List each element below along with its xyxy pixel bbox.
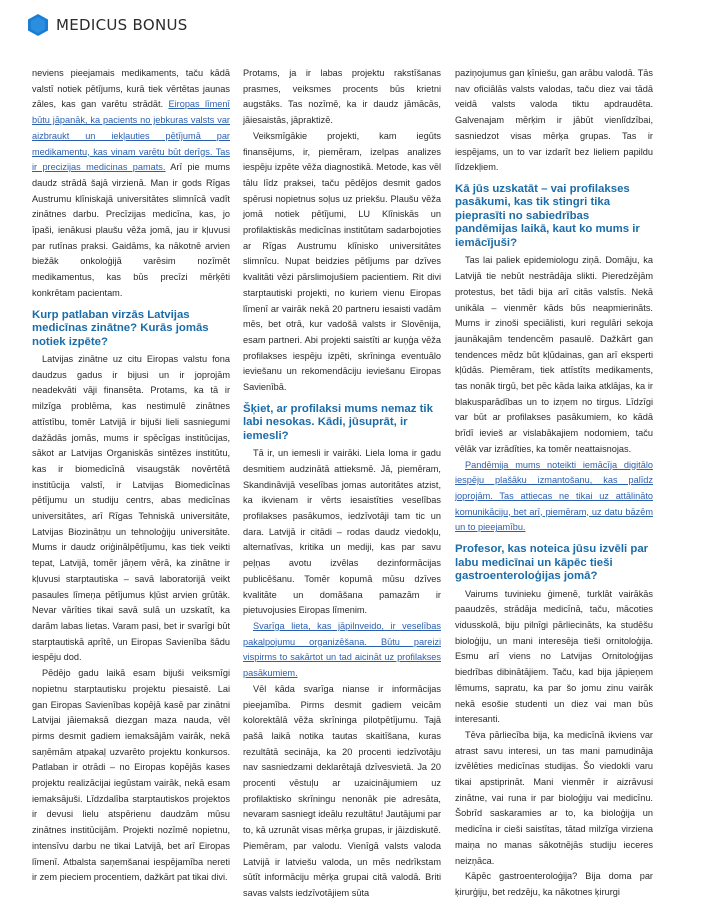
paragraph: Vairums tuvinieku ģimenē, turklāt vairākās paaudzēs, strādāja medicīnā, taču, mācoties vidusskolā, biju pilnīgi pārliecināts, ka studēšu bioloģiju, un mani interesēja tieši ornitoloģija. Esmu arī viens no Latvijas Ornitoloģijas biedrības dibinātājiem. Taču, kad bija jāpieņem lēmums, sapratu, ka par šo jomu zinu vairāk nekā esošie studenti un diez vai man būs interesanti. xyxy=(455,588,653,725)
column-2 xyxy=(243,66,441,902)
paragraph: Tas lai paliek epidemiologu ziņā. Domāju, ka Latvijā tie nebūt nestrādāja slikti. Pieredzējām protestus, bet tādi bija arī citās valstīs. Nekā unikāla – vienmēr kāds būs neapmierināts. Mums ir zinoši speciālisti, kuri regulāri sekoja jaunākajām tendencēm pasaulē. Dažkārt gan tendences mēdz būt kļūdainas, gan arī eksperti kļūdās. Piemēram, tiek attīstīts medikaments, tas nonāk tirgū, bet pēc kāda laika atklājas, ka ir blakusparādības un to izņem no tirgus. Līdzīgi var būt ar profilakses pasākumiem, ko kādā brīdī ievieš ar vislabākajiem nodomiem, taču vēlāk var izrādīties, ka tomēr neattaisnojas. xyxy=(455,255,653,454)
paragraph: Pēdējo gadu laikā esam bijuši veiksmīgi nopietnu starptautisku projektu piesaistē. Lai gan Eiropas Savienības kopējā kasē par zinātni Latvijai jāiemaksā diezgan maza nauda, vēl pirms desmit gadiem iemaksājām vairāk, nekā saņēmām atpakaļ uzvarēto projektu konkursos. Patlaban ir otrādi – no Eiropas kopējās kases projektu realizācijai iegūstam vairāk, nekā esam iemaksājuši. Līdzdalība starptautiskos projektos ir devusi lielu atspērienu daudzām mūsu zinātnes institūcijām. Projekti nozīmē nopietnu, intensīvu darbu ne tikai Latvijā, bet arī Eiropas līmenī. Atbalsta saņemšanai iespējamība nereti ir zem pieciem procentiem, dažkārt pat tikai divi. xyxy=(32,668,230,883)
paragraph xyxy=(32,66,230,302)
pull-quote-paragraph xyxy=(243,619,441,682)
paragraph: paziņojumus gan ķīniešu, gan arābu valodā. Tās nav oficiālās valsts valodas, taču diez vai tādā veidā valsts valoda tiktu apdraudēta. Galvenajam mērķim ir jābūt vienlīdzībai, sasniedzot visas mērķa grupas. Tas ir iespējams, un to var izdarīt bez lieliem papildu līdzekļiem. xyxy=(455,68,653,173)
section-question: Šķiet, ar profilaksi mums nemaz tik labi nesokas. Kādi, jūsuprāt, ir iemesli? xyxy=(243,402,433,442)
pull-quote-paragraph xyxy=(455,458,653,537)
paragraph-text: neviens pieejamais medikaments, taču kādā valstī notiek pētījums, kurā tiek vērtētas jaunas zāles, kas gan varētu strādāt. xyxy=(32,68,230,110)
column-3 xyxy=(455,66,653,901)
paragraph: Latvijas zinātne uz citu Eiropas valstu fona daudzus gadus ir bijusi un ir joprojām neadekvāti vāji finansēta. Protams, ka tā ir milzīga problēma, kas nestimulē zinātnes attīstību, tomēr Latvijā ir bijuši lieli sasniegumi dažādās jomās, mums ir spēcīgas institūcijas, sākot ar Latvijas Organiskās sintēzes institūtu, kas ir biomedicīnā visaugstāk novērtētā institūcija valstī, ir Latvijas Biomedicīnas pētījumu un studiju centrs, abas medicīnas universitātes, arī Rīgas Tehniskā universitāte, Latvijas Biozinātņu un tehnoloģiju universitāte. Mums ir daudz oriģinālpētījumu, kas tiek veikti tepat, Latvijā, tomēr jāņem vērā, ka zinātne ir kļuvusi starptautiska – savā laboratorijā veikt pasaules līmeņa pētījumus kļūst arvien grūtāk. Nevar vārīties tikai savā sulā un uzskatīt, ka darām labas lietas. Varam pasi, bet ir svarīgi būt starptautiskā aprītē, un Eiropas Savienība šādu iespēju dod. xyxy=(32,354,230,663)
paragraph: Veiksmīgākie projekti, kam iegūts finansējums, ir, piemēram, izelpas analizes iespēju izpēte vēža diagnostikā. Metode, kas vēl tālu līdz praksei, taču pēdējos desmit gados spērusi nopietnus soļus uz priekšu. Plaušu vēža jomā notiek pētījumi, LU Klīniskās un profilaktiskās medicīnas institūtam sadarbojoties ar Rīgas Austrumu klīnisko universitātes slimnīcu. Nupat beidzies pētījums par dzīves kvalitāti vēzi pārslimojušiem pacientiem. Rit divi starptautiski projekti, no kuriem vienu Eiropas līmenī ar vairāk nekā 20 partneru iesaisti vadām mēs, bet otrā, kur vadošā valsts ir Slovēnija, esam partneri. Abi projekti saistīti ar kuņģa vēža profilakses iespēju izpēti, skrīninga eventuālo ieviešanu un rekomendāciju ieviešanu Eiropas Savienībā. xyxy=(243,130,441,393)
paragraph: Protams, ja ir labas projektu rakstīšanas prasmes, veiksmes procents būs krietni augstāks. Tas nozīmē, ka ir daudz jāmācās, jāiesaistās, jāpraktizē. xyxy=(243,68,441,126)
section-question: Kurp patlaban virzās Latvijas medicīnas zinātne? Kurās jomās notiek izpēte? xyxy=(32,308,209,348)
brand-name: MEDICUS BONUS xyxy=(56,16,188,34)
paragraph: Kāpēc gastroenteroloģija? Bija doma par ķirurģiju, bet redzēju, ka nākotnes ķirurgi xyxy=(455,871,653,897)
pull-quote: Eiropas līmenī būtu jāpanāk, ka pacients no jebkuras valsts var aizbraukt un iekļauties pētījumā par medikamentu, kas vinam varētu būt derīgs. Tas ir precizijas medicinas pamats. xyxy=(32,99,230,173)
article-columns xyxy=(32,66,672,898)
section-question: Profesor, kas noteica jūsu izvēli par labu medicīnai un kāpēc tieši gastroenteroloģijas jomā? xyxy=(455,543,649,583)
paragraph: Tā ir, un iemesli ir vairāki. Liela loma ir gadu desmitiem audzinātā attieksmē. Jā, piemēram, Skandināvijā veselības jomas autoritātes atzist, ka ikvienam ir vērts iesaistīties veselības profilakses pasākumos, iedzīvotāji tam tic un dara. Latvijā ir citādi – rodas daudz viedokļu, alternatīvas, kritika un mediji, kas par savu peļņas avotu izvēlas dezinformācijas publicēšanu. Tomēr kopumā mūsu dzīves kvalitāte un domāšana pamazām ir pietuvojusies Eiropas līmenim. xyxy=(243,448,441,616)
pull-quote: Svarīga lieta, kas jāpilnveido, ir veselības pakalpojumu organizēšana. Būtu pareizi vispirms to sakārtot un tad aicināt uz profilakses pasākumiem. xyxy=(243,621,441,679)
hexagon-logo-icon xyxy=(28,14,48,36)
paragraph-text: Arī pie mums daudz strādā šajā virzienā. Man ir gods Rīgas Austrumu klīniskajā universitātes slimnīcā vadīt zinātnes darbu. Precīzijas medicīna, kas, jo īpaši, ienākusi plaušu vēža jomā, jau ir kļuvusi par rutīnas praksi. Gaidāms, ka nākotnē arvien biežāk onkoloģijā varēsim nozīmēt medikamentus, kas būs precīzi mērķēti konkrētam pacientam. xyxy=(32,162,230,298)
column-1 xyxy=(32,66,230,886)
paragraph: Tēva pārliecība bija, ka medicīnā ikviens var atrast savu interesi, un tas mani pamudināja izvēlēties medicīnas studijas. Šo viedokli varu tikai apstiprināt. Mani vienmēr ir aizrāvusi zinātne, vai runa ir par bioloģiju vai medicīnu. Šobrīd saskaramies ar to, ka bioloģija un medicīna ir cieši saistītas, tātad milzīga virziena maiņa no manas sākotnējās studiju ieceres neizņāca. xyxy=(455,729,653,866)
section-question: Kā jūs uzskatāt – vai profilakses pasākumi, kas tik stingri tika pieprasīti no sabiedrības pandēmijas laikā, kaut ko mums ir iemācījuši? xyxy=(455,182,640,249)
paragraph: Vēl kāda svarīga nianse ir informācijas pieejamība. Pirms desmit gadiem veicām kolorektālā vēža skrīninga pilotpētījumu. Tajā pašā laikā notika tautas skaitīšana, kuras rezultātā secināja, ka 20 procenti iedzīvotāju nav sasniedzami deklarētajā dzīvesvietā. Ja 20 procenti vēstuļu ar uzaicinājumiem uz profilaktisko skrīningu nenonāk pie adresāta, nevaram sasniegt ideālu rezultātu! Jautājumi par to, kā uzrunāt visas mērķa grupas, ir jāizdiskutē. Piemēram, par valodu. Vienīgā valsts valoda Latvijā ir latviešu valoda, un mēs nedrīkstam sūtīt informāciju mērķa grupai citā valodā. Briti savas valsts iedzīvotājiem sūta xyxy=(243,683,441,898)
pull-quote: Pandēmija mums noteikti iemācīja digitālo iespēju plašāku izmantošanu, kas palīdz joprojām. Tas attiecas ne tikai uz attālināto komunikāciju, bet arī, piemēram, uz datu bāzēm un to pieejamību. xyxy=(455,459,653,533)
page-header xyxy=(28,12,188,38)
